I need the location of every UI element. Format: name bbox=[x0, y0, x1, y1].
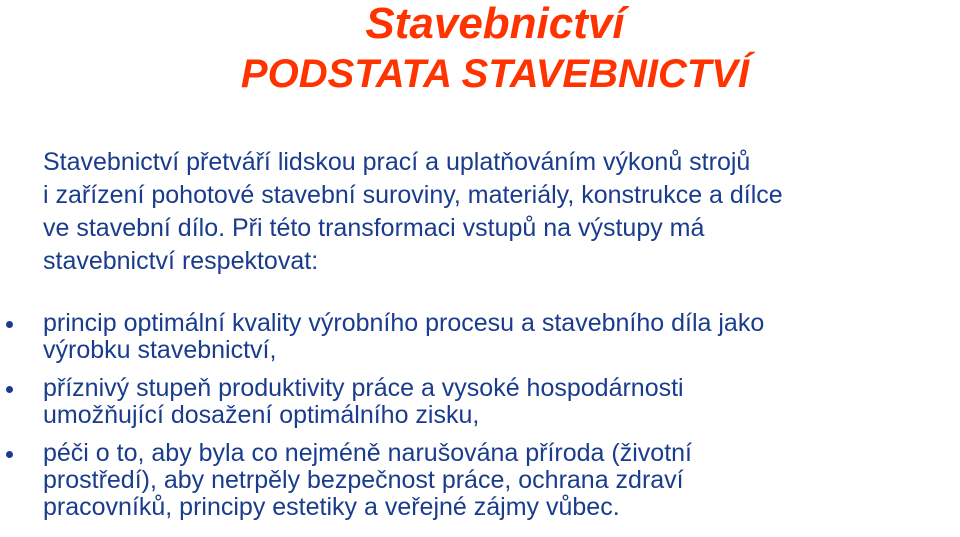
bullet-dot-icon bbox=[6, 386, 13, 393]
bullet-line: příznivý stupeň produktivity práce a vysoké hospodárnosti bbox=[43, 374, 684, 402]
bullet-item bbox=[0, 310, 960, 364]
bullet-line: výrobku stavebnictví, bbox=[43, 336, 277, 364]
intro-line: ve stavební dílo. Při této transformaci vstupů na výstupy má bbox=[43, 214, 705, 242]
intro-line: stavebnictví respektovat: bbox=[43, 247, 319, 275]
bullet-dot-icon bbox=[6, 451, 13, 458]
intro-line: Stavebnictví přetváří lidskou prací a uplatňováním výkonů strojů bbox=[43, 148, 751, 176]
bullet-item bbox=[0, 375, 960, 429]
intro-paragraph bbox=[43, 146, 783, 278]
bullet-line: pracovníků, principy estetiky a veřejné zájmy vůbec. bbox=[43, 493, 620, 521]
bullet-item bbox=[0, 440, 960, 521]
slide-title: Stavebnictví bbox=[365, 0, 625, 48]
bullet-list bbox=[0, 310, 960, 521]
bullet-dot-icon bbox=[6, 321, 13, 328]
bullet-line: péči o to, aby byla co nejméně narušována příroda (životní bbox=[43, 439, 692, 467]
intro-line: i zařízení pohotové stavební suroviny, materiály, konstrukce a dílce bbox=[43, 181, 783, 209]
bullet-line: umožňující dosažení optimálního zisku, bbox=[43, 401, 480, 429]
bullet-line: prostředí), aby netrpěly bezpečnost práce, ochrana zdraví bbox=[43, 466, 684, 494]
slide-subtitle: PODSTATA STAVEBNICTVÍ bbox=[240, 52, 750, 96]
bullet-line: princip optimální kvality výrobního procesu a stavebního díla jako bbox=[43, 309, 765, 337]
